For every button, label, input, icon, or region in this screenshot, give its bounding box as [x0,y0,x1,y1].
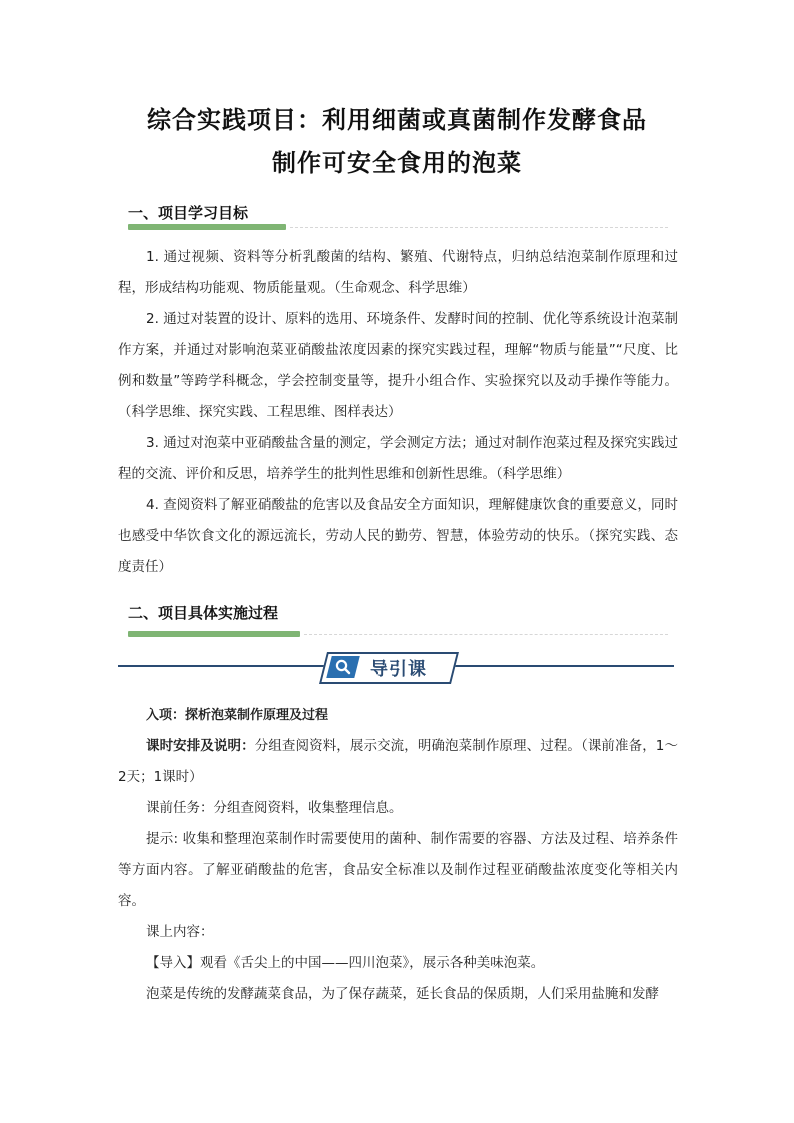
hint-paragraph: 提示: 收集和整理泡菜制作时需要使用的菌种、制作需要的容器、方法及过程、培养条件等方面内容。了解亚硝酸盐的危害，食品安全标准以及制作过程亚硝酸盐浓度变化等相关内容。 [118,831,678,909]
section-heading-divider [304,634,668,635]
section-heading-bar [128,224,286,230]
section-heading-divider [290,227,668,228]
section-heading-process [128,602,668,642]
goal-paragraph-3: 3. 通过对泡菜中亚硝酸盐含量的测定，学会测定方法；通过对制作泡菜过程及探究实践过程的交流、评价和反思，培养学生的批判性思维和创新性思维。（科学思维） [118,435,678,482]
entry-heading: 入项：探析泡菜制作原理及过程 [146,708,329,723]
schedule-paragraph [118,731,678,793]
section-heading-goals [128,202,668,242]
goal-paragraph-4: 4. 查阅资料了解亚硝酸盐的危害以及食品安全方面知识，理解健康饮食的重要意义，同时也感受中华饮食文化的源远流长，劳动人民的勤劳、智慧，体验劳动的快乐。（探究实践、态度责任） [118,497,678,575]
section-heading-label: 一、项目学习目标 [128,204,249,222]
document-title-line2: 制作可安全食用的泡菜 [272,148,522,177]
schedule-text: 分组查阅资料，展示交流，明确泡菜制作原理、过程。（课前准备，1～2天；1课时） [118,738,678,785]
section-heading-label: 二、项目具体实施过程 [128,604,279,622]
body-paragraph: 泡菜是传统的发酵蔬菜食品，为了保存蔬菜，延长食品的保质期，人们采用盐腌和发酵 [146,986,659,1002]
lesson-banner [118,650,678,686]
banner-line-left [118,665,324,667]
banner-line-right [452,665,674,667]
banner-label: 导引课 [370,659,427,680]
in-class-label: 课上内容： [146,924,214,940]
pre-task-paragraph: 课前任务：分组查阅资料，收集整理信息。 [146,800,403,816]
intro-paragraph: 【导入】观看《舌尖上的中国——四川泡菜》，展示各种美味泡菜。 [146,955,545,971]
goal-paragraph-1: 1. 通过视频、资料等分析乳酸菌的结构、繁殖、代谢特点，归纳总结泡菜制作原理和过程，形成结构功能观、物质能量观。（生命观念、科学思维） [118,249,678,296]
document-title-line1: 综合实践项目：利用细菌或真菌制作发酵食品 [147,105,647,134]
goal-paragraph-2: 2. 通过对装置的设计、原料的选用、环境条件、发酵时间的控制、优化等系统设计泡菜制作方案，并通过对影响泡菜亚硝酸盐浓度因素的探究实践过程，理解“物质与能量”“尺度、比例和数量”等跨学科概念，学会控制变量等，提升小组合作、实验探究以及动手操作等能力。（科学思维、探究实践、工程思维、图样表达） [118,311,678,420]
section-heading-bar [128,631,300,637]
schedule-label: 课时安排及说明： [146,738,255,754]
search-icon [333,657,353,677]
